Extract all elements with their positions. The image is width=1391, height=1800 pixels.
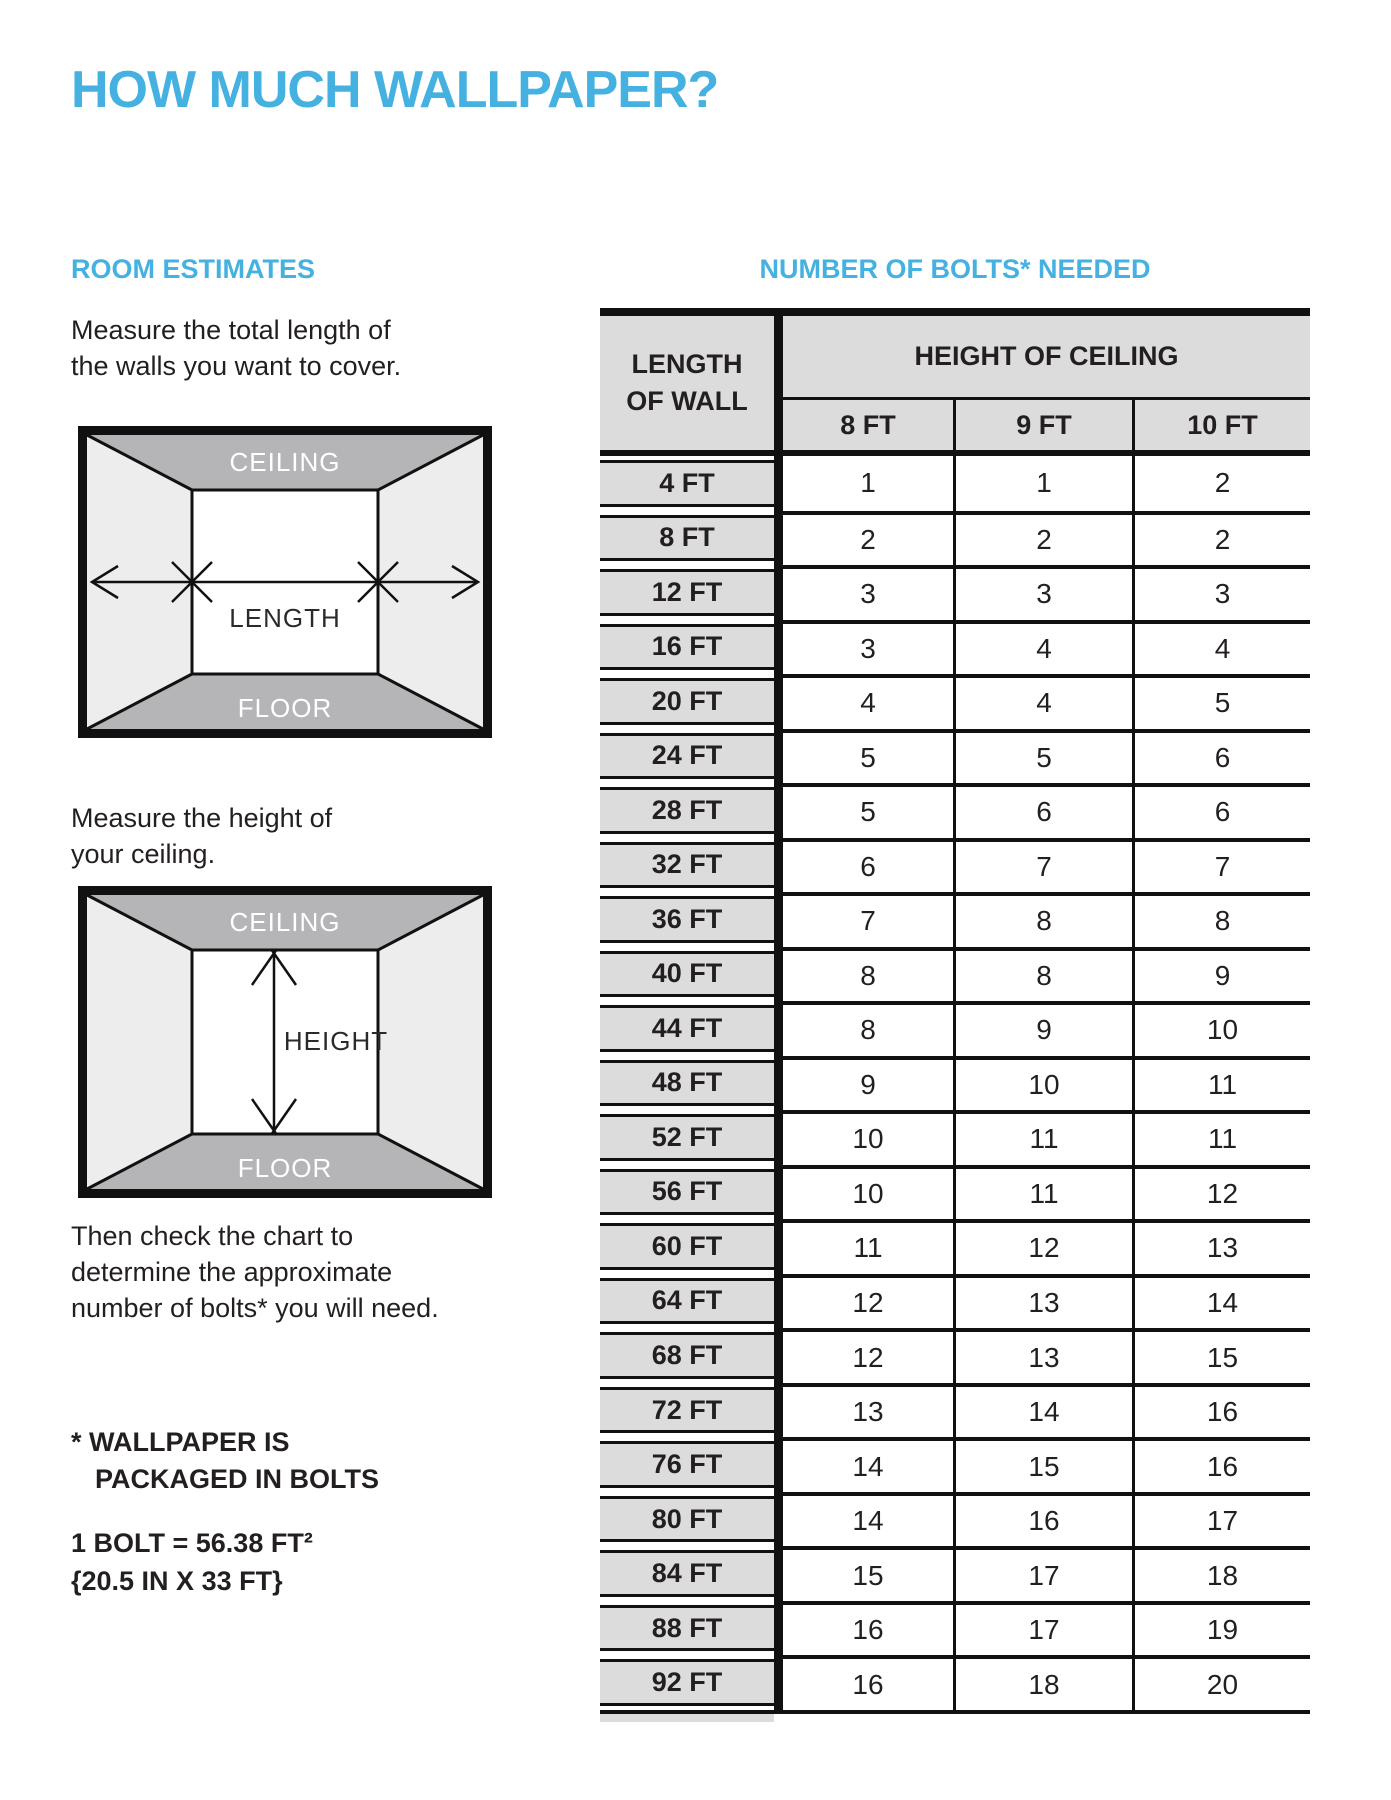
check-chart-paragraph: Then check the chart to determine the approximate number of bolts* you will need. [71, 1221, 439, 1323]
ceiling-8ft-header: 8 FT [774, 400, 953, 450]
bolt-count-cell: 15 [774, 1546, 953, 1601]
bolt-count-cell: 9 [953, 1001, 1132, 1056]
row-label-cell [600, 674, 774, 729]
bolt-count-cell: 11 [774, 1219, 953, 1274]
row-label: 92 FT [600, 1659, 774, 1706]
table-row [600, 620, 1310, 675]
row-label: 68 FT [600, 1332, 774, 1379]
row-label-cell [600, 1437, 774, 1492]
table-row [600, 1383, 1310, 1438]
bolt-count-cell: 2 [1132, 511, 1310, 566]
row-label: 32 FT [600, 842, 774, 889]
row-label: 8 FT [600, 515, 774, 562]
bolt-count-cell: 18 [953, 1655, 1132, 1710]
table-header [600, 316, 1310, 450]
row-label: 12 FT [600, 569, 774, 616]
ceiling-header-group [774, 316, 1310, 450]
bolt-count-cell: 3 [774, 565, 953, 620]
row-label-cell [600, 1056, 774, 1111]
table-row [600, 947, 1310, 1002]
bolt-count-cell: 16 [1132, 1437, 1310, 1492]
row-label-cell [600, 620, 774, 675]
row-label-cell [600, 783, 774, 838]
room-estimates-heading: ROOM ESTIMATES [71, 254, 316, 284]
bolt-count-cell: 3 [774, 620, 953, 675]
row-label-cell [600, 729, 774, 784]
height-label: HEIGHT [283, 1026, 389, 1056]
bolt-count-cell: 18 [1132, 1546, 1310, 1601]
bolt-count-cell: 4 [1132, 620, 1310, 675]
measure-length-paragraph: Measure the total length of the walls you want to cover. [71, 315, 402, 381]
bolt-count-cell: 14 [1132, 1274, 1310, 1329]
row-label: 76 FT [600, 1441, 774, 1488]
row-label: 4 FT [600, 460, 774, 507]
bolt-count-cell: 17 [953, 1546, 1132, 1601]
row-label-cell [600, 456, 774, 511]
table-row [600, 1601, 1310, 1656]
bolt-count-cell: 10 [1132, 1001, 1310, 1056]
row-label: 36 FT [600, 896, 774, 943]
bolt-count-cell: 12 [1132, 1165, 1310, 1220]
floor-label: FLOOR [237, 693, 333, 723]
bolt-count-cell: 11 [953, 1165, 1132, 1220]
height-room-diagram [78, 886, 492, 1198]
bolt-count-cell: 8 [953, 892, 1132, 947]
bolt-count-cell: 7 [1132, 838, 1310, 893]
bolt-count-cell: 5 [953, 729, 1132, 784]
bolt-count-cell: 12 [774, 1328, 953, 1383]
bolt-count-cell: 1 [774, 456, 953, 511]
bolt-count-cell: 13 [1132, 1219, 1310, 1274]
table-row [600, 1219, 1310, 1274]
bolt-count-cell: 11 [1132, 1056, 1310, 1111]
floor-label: FLOOR [237, 1153, 333, 1183]
row-label-cell [600, 1110, 774, 1165]
ceiling-label: CEILING [229, 447, 341, 477]
bolt-count-cell: 2 [953, 511, 1132, 566]
bolt-count-cell: 4 [774, 674, 953, 729]
ceiling-subheader-row [774, 400, 1310, 450]
row-label-cell [600, 1383, 774, 1438]
bolt-count-cell: 16 [1132, 1383, 1310, 1438]
row-label: 84 FT [600, 1550, 774, 1597]
length-room-diagram [78, 426, 492, 738]
bolt-count-cell: 11 [1132, 1110, 1310, 1165]
row-label-cell [600, 947, 774, 1002]
bolt-count-cell: 7 [774, 892, 953, 947]
ceiling-9ft-header: 9 FT [953, 400, 1132, 450]
table-row [600, 1056, 1310, 1111]
bolt-count-cell: 6 [774, 838, 953, 893]
bolt-count-cell: 7 [953, 838, 1132, 893]
bolt-count-cell: 8 [774, 947, 953, 1002]
table-body [600, 456, 1310, 1710]
table-row [600, 1492, 1310, 1547]
row-label: 72 FT [600, 1387, 774, 1434]
bolt-count-cell: 8 [953, 947, 1132, 1002]
row-label: 40 FT [600, 951, 774, 998]
height-of-ceiling-header: HEIGHT OF CEILING [774, 316, 1310, 400]
table-row [600, 1655, 1310, 1710]
table-row [600, 1546, 1310, 1601]
bolt-count-cell: 5 [774, 783, 953, 838]
table-row [600, 729, 1310, 784]
bolt-count-cell: 17 [1132, 1492, 1310, 1547]
bolt-count-cell: 2 [1132, 456, 1310, 511]
bolt-count-cell: 13 [953, 1328, 1132, 1383]
row-label: 80 FT [600, 1496, 774, 1543]
bolt-count-cell: 16 [774, 1655, 953, 1710]
bolt-count-cell: 9 [774, 1056, 953, 1111]
row-label-cell [600, 1492, 774, 1547]
bolt-count-cell: 2 [774, 511, 953, 566]
bolt-count-cell: 9 [1132, 947, 1310, 1002]
row-label-cell [600, 511, 774, 566]
measure-height-paragraph: Measure the height of your ceiling. [71, 803, 333, 869]
page-title: HOW MUCH WALLPAPER? [71, 61, 719, 119]
row-label-cell [600, 1219, 774, 1274]
bolt-count-cell: 6 [1132, 783, 1310, 838]
row-label: 24 FT [600, 733, 774, 780]
bolt-count-cell: 5 [1132, 674, 1310, 729]
ceiling-label: CEILING [229, 907, 341, 937]
table-row [600, 838, 1310, 893]
row-label: 64 FT [600, 1278, 774, 1325]
bolt-count-cell: 17 [953, 1601, 1132, 1656]
table-row [600, 1437, 1310, 1492]
bolt-count-cell: 8 [774, 1001, 953, 1056]
bolts-table [600, 308, 1310, 1722]
length-label: LENGTH [229, 603, 341, 633]
bolt-count-cell: 15 [953, 1437, 1132, 1492]
ceiling-10ft-header: 10 FT [1132, 400, 1310, 450]
bolt-count-cell: 3 [953, 565, 1132, 620]
row-label-cell [600, 1001, 774, 1056]
row-label-cell [600, 1655, 774, 1710]
row-label-cell [600, 892, 774, 947]
table-top-border [600, 308, 1310, 316]
row-label: 16 FT [600, 624, 774, 671]
table-row [600, 456, 1310, 511]
bolt-count-cell: 11 [953, 1110, 1132, 1165]
bolts-footnote: * WALLPAPER IS PACKAGED IN BOLTS [71, 1427, 380, 1494]
bolts-needed-heading: NUMBER OF BOLTS* NEEDED [759, 254, 1151, 284]
bolt-count-cell: 12 [953, 1219, 1132, 1274]
table-row [600, 1165, 1310, 1220]
bolt-count-cell: 14 [774, 1492, 953, 1547]
row-label: 20 FT [600, 678, 774, 725]
table-bottom-sliver [600, 1714, 774, 1722]
bolt-count-cell: 6 [953, 783, 1132, 838]
bolt-count-cell: 8 [1132, 892, 1310, 947]
bolt-count-cell: 20 [1132, 1655, 1310, 1710]
row-label-cell [600, 838, 774, 893]
table-row [600, 892, 1310, 947]
row-label-cell [600, 565, 774, 620]
length-of-wall-header: LENGTH OF WALL [600, 316, 774, 450]
bolt-count-cell: 3 [1132, 565, 1310, 620]
row-label: 52 FT [600, 1114, 774, 1161]
table-row [600, 1001, 1310, 1056]
bolt-count-cell: 12 [774, 1274, 953, 1329]
row-label-cell [600, 1165, 774, 1220]
table-row [600, 511, 1310, 566]
bolt-count-cell: 15 [1132, 1328, 1310, 1383]
bolt-count-cell: 5 [774, 729, 953, 784]
row-label: 88 FT [600, 1605, 774, 1652]
table-row [600, 783, 1310, 838]
row-label-cell [600, 1601, 774, 1656]
bolt-count-cell: 13 [774, 1383, 953, 1438]
row-label-cell [600, 1328, 774, 1383]
row-label: 44 FT [600, 1005, 774, 1052]
table-row [600, 674, 1310, 729]
table-row [600, 1274, 1310, 1329]
bolt-count-cell: 14 [953, 1383, 1132, 1438]
row-label: 28 FT [600, 787, 774, 834]
row-label: 48 FT [600, 1060, 774, 1107]
bolt-count-cell: 1 [953, 456, 1132, 511]
row-label-cell [600, 1546, 774, 1601]
bolt-count-cell: 10 [774, 1165, 953, 1220]
bolt-size-info: 1 BOLT = 56.38 FT² {20.5 IN X 33 FT} [71, 1528, 313, 1596]
bolt-count-cell: 4 [953, 620, 1132, 675]
row-label-cell [600, 1274, 774, 1329]
table-row [600, 565, 1310, 620]
bolt-count-cell: 10 [953, 1056, 1132, 1111]
row-label: 60 FT [600, 1223, 774, 1270]
row-label: 56 FT [600, 1169, 774, 1216]
bolt-count-cell: 16 [774, 1601, 953, 1656]
bolt-count-cell: 16 [953, 1492, 1132, 1547]
bolt-count-cell: 10 [774, 1110, 953, 1165]
bolt-count-cell: 19 [1132, 1601, 1310, 1656]
table-row [600, 1328, 1310, 1383]
table-row [600, 1110, 1310, 1165]
bolt-count-cell: 13 [953, 1274, 1132, 1329]
bolt-count-cell: 14 [774, 1437, 953, 1492]
bolt-count-cell: 6 [1132, 729, 1310, 784]
bolt-count-cell: 4 [953, 674, 1132, 729]
